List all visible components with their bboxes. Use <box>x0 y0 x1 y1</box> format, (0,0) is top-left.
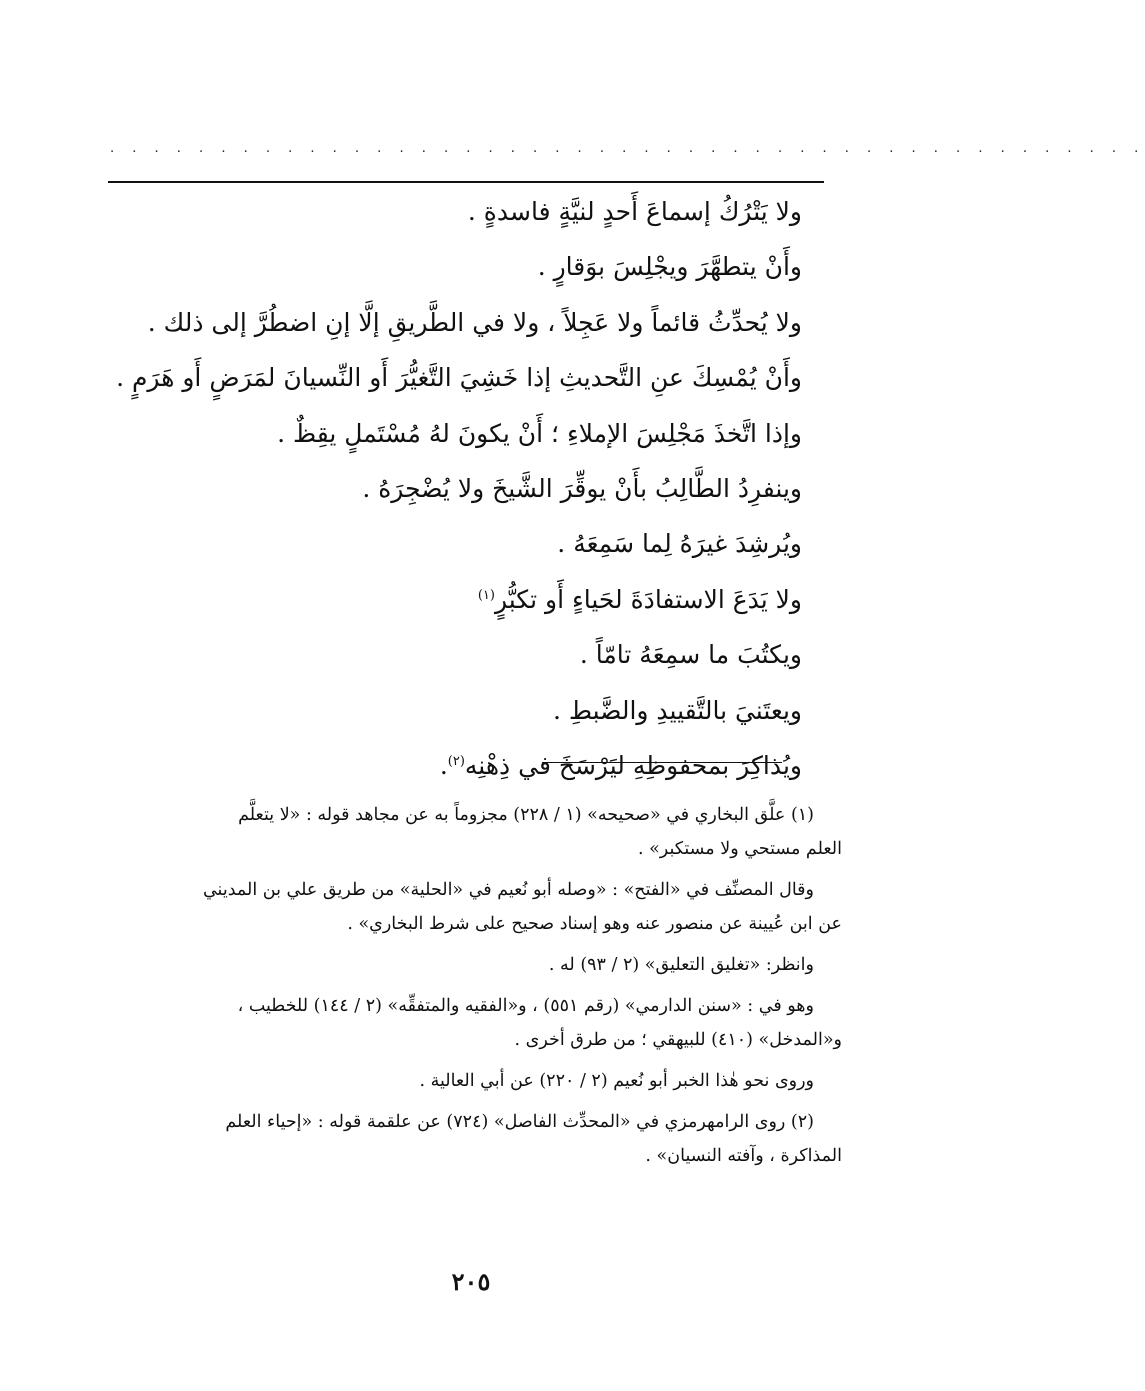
footnote-marker-1: (١) <box>477 587 495 603</box>
footnote-line: وروى نحو هٰذا الخبر أبو نُعيم (٢ / ٢٢٠) عن أبي العالية . <box>419 1071 814 1091</box>
main-line: وإذا اتَّخذَ مَجْلِسَ الإملاءِ ؛ أَنْ يكونَ لهُ مُسْتَملٍ يقِظٌ . <box>277 418 802 448</box>
header-dotted-line: . . . . . . . . . . . . . . . . . . . . . . . . . . . . . . . . . . . . . . . . . . . . . . . <box>110 141 1145 156</box>
main-line <box>112 572 802 627</box>
main-line: ولا يَتْرُكُ إسماعَ أَحدٍ لنيَّةٍ فاسدةٍ . <box>467 197 802 226</box>
main-line: ويُرشِدَ غيرَهُ لِما سَمِعَهُ . <box>557 529 802 559</box>
header-rule <box>108 181 824 183</box>
footnote-marker-2: (٢) <box>447 753 465 769</box>
main-line: ويكتُبَ ما سمِعَهُ تامّاً . <box>579 640 802 670</box>
footnote-line: (١) علَّق البخاري في «صحيحه» (١ / ٢٢٨) مجزوماً به عن مجاهد قوله : «لا يتعلَّم <box>238 805 814 825</box>
footnote-paragraph <box>100 989 842 1057</box>
main-text <box>112 184 802 793</box>
main-line: وأَنْ يُمْسِكَ عنِ التَّحديثِ إذا خَشِيَ التَّغيُّرَ أَو النِّسيانَ لمَرَضٍ أَو هَرَمٍ . <box>116 363 802 393</box>
footnote-paragraph <box>100 1105 842 1173</box>
main-line <box>112 738 802 793</box>
footnotes <box>100 798 842 1180</box>
footnote-line: و«المدخل» (٤١٠) للبيهقي ؛ من طرق أخرى . <box>514 1030 842 1050</box>
line-end-period: . <box>439 750 448 780</box>
footnote-paragraph <box>100 948 842 982</box>
footnote-line: (٢) روى الرامهرمزي في «المحدِّث الفاصل» (٧٢٤) عن علقمة قوله : «إحياء العلم <box>225 1112 814 1132</box>
main-line-text: ويُذاكِرَ بمحفوظِهِ ليَرْسَخَ في ذِهْنِه <box>464 750 802 780</box>
footnotes-separator <box>542 762 782 763</box>
main-line: وأَنْ يتطهَّرَ ويجْلِسَ بوَقارٍ . <box>537 252 802 282</box>
main-line: ويعتَنيَ بالتَّقييدِ والضَّبطِ . <box>553 695 802 725</box>
main-line: ولا يُحدِّثُ قائماً ولا عَجِلاً ، ولا في الطَّريقِ إلَّا إنِ اضطُرَّ إلى ذلك . <box>147 307 802 337</box>
main-line-text: ولا يَدَعَ الاستفادَةَ لحَياءٍ أَو تكبُّرٍ <box>494 584 802 614</box>
footnote-line: وهو في : «سنن الدارمي» (رقم ٥٥١) ، و«الفقيه والمتفقِّه» (٢ / ١٤٤) للخطيب ، <box>237 996 814 1016</box>
footnote-paragraph <box>100 798 842 866</box>
footnote-line: عن ابن عُيينة عن منصور عنه وهو إسناد صحيح على شرط البخاري» . <box>347 914 842 934</box>
footnote-line: وقال المصنِّف في «الفتح» : «وصله أبو نُعيم في «الحلية» من طريق علي بن المديني <box>202 880 814 900</box>
footnote-paragraph <box>100 873 842 941</box>
page-number: ٢٠٥ <box>451 1267 491 1296</box>
footnote-line: المذاكرة ، وآفته النسيان» . <box>645 1146 842 1166</box>
main-line: وينفرِدُ الطَّالِبُ بأَنْ يوقِّرَ الشَّيخَ ولا يُضْجِرَهُ . <box>362 473 802 503</box>
footnote-line: العلم مستحي ولا مستكبر» . <box>637 839 842 859</box>
footnote-line: وانظر: «تغليق التعليق» (٢ / ٩٣) له . <box>548 955 814 975</box>
footnote-paragraph <box>100 1064 842 1098</box>
